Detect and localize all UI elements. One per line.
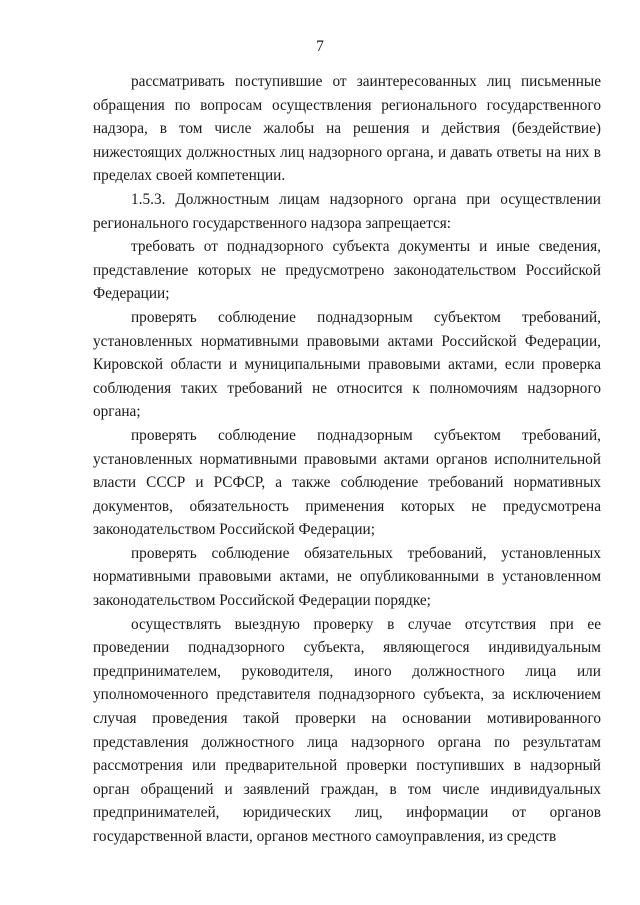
paragraph-1: рассматривать поступившие от заинтересованных лиц письменные обращения по вопросам осуществления регионального государственного надзора, в том числе жалобы на решения и действия (бездействие) нижестоящих должностных лиц надзорного органа, и давать ответы на них в пределах своей компетенции. [93, 73, 601, 185]
paragraph-6: проверять соблюдение обязательных требований, установленных нормативными правовыми актами, не опубликованными в установленном законодательством Российской Федерации порядке; [93, 544, 601, 610]
paragraph-5: проверять соблюдение поднадзорным субъектом требований, установленных нормативными правовыми актами органов исполнительной власти СССР и РСФСР, а также соблюдение требований нормативных документов, обязательность применения которых не предусмотрена законодательством Российской Федерации; [93, 426, 601, 539]
paragraph-3: требовать от поднадзорного субъекта документы и иные сведения, представление которых не предусмотрено законодательством Российской Федерации; [93, 238, 601, 303]
paragraph-2: 1.5.3. Должностным лицам надзорного органа при осуществлении регионального государственного надзора запрещается: [93, 190, 601, 232]
paragraph-4: проверять соблюдение поднадзорным субъектом требований, установленных нормативными правовыми актами Российской Федерации, Кировской области и муниципальными правовыми актами, если проверка соблюдения таких требований не относится к полномочиям надзорного органа; [93, 308, 601, 421]
paragraph-7: осуществлять выездную проверку в случае отсутствия при ее проведении поднадзорного субъекта, являющегося индивидуальным предпринимателем, руководителя, иного должностного лица или уполномоченного представителя поднадзорного субъекта, за исключением случая проведения такой проверки на основании мотивированного представления должностного лица надзорного органа по результатам рассмотрения или предварительной проверки поступивших в надзорный орган обращений и заявлений граждан, в том числе индивидуальных предпринимателей, юридических лиц, информации от органов государственной власти, органов местного самоуправления, из средств [93, 615, 601, 845]
page-number: 7 [316, 38, 324, 55]
document-body [93, 70, 601, 849]
